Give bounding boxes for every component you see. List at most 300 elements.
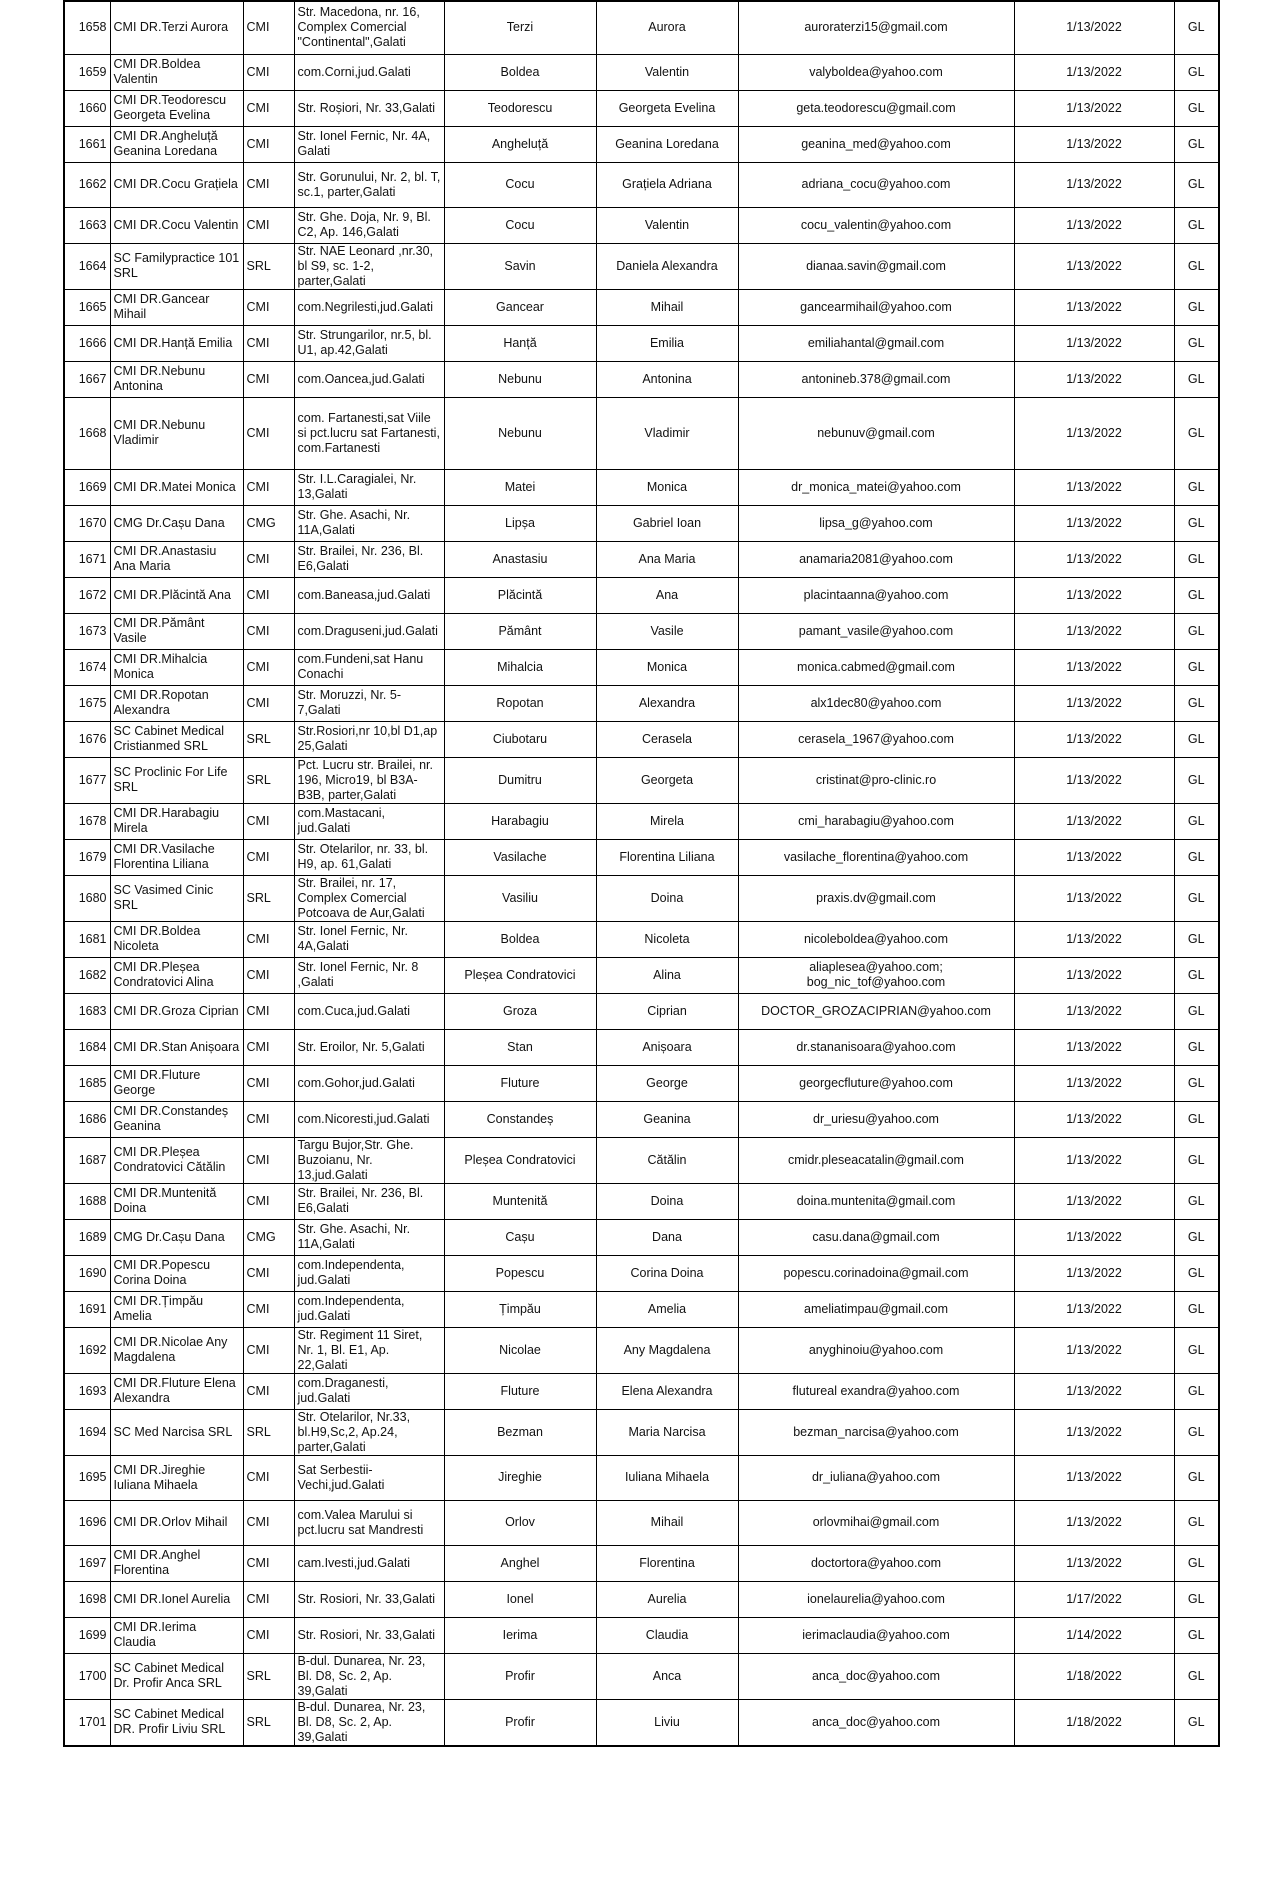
table-row	[64, 577, 1219, 613]
provider-name-cell: CMI DR.Popescu Corina Doina	[110, 1255, 243, 1291]
date-cell: 1/13/2022	[1014, 469, 1174, 505]
email-cell: geanina_med@yahoo.com	[738, 126, 1014, 162]
provider-name-cell: CMI DR.Pământ Vasile	[110, 613, 243, 649]
email-cell: alx1dec80@yahoo.com	[738, 685, 1014, 721]
first-name-cell: Dana	[596, 1219, 738, 1255]
table-row	[64, 1455, 1219, 1500]
first-name-cell: Valentin	[596, 54, 738, 90]
date-cell: 1/13/2022	[1014, 993, 1174, 1029]
date-cell: 1/13/2022	[1014, 839, 1174, 875]
provider-type-cell: CMI	[243, 1327, 294, 1373]
email-cell: dr_monica_matei@yahoo.com	[738, 469, 1014, 505]
row-number-cell: 1680	[64, 875, 110, 921]
email-cell: anyghinoiu@yahoo.com	[738, 1327, 1014, 1373]
address-cell: Str. Strungarilor, nr.5, bl. U1, ap.42,Galati	[294, 325, 444, 361]
row-number-cell: 1660	[64, 90, 110, 126]
email-cell: auroraterzi15@gmail.com	[738, 1, 1014, 54]
county-code-cell: GL	[1174, 54, 1219, 90]
provider-name-cell: CMI DR.Stan Anișoara	[110, 1029, 243, 1065]
date-cell: 1/13/2022	[1014, 957, 1174, 993]
county-code-cell: GL	[1174, 757, 1219, 803]
last-name-cell: Vasilache	[444, 839, 596, 875]
provider-type-cell: SRL	[243, 721, 294, 757]
provider-name-cell: SC Proclinic For Life SRL	[110, 757, 243, 803]
provider-type-cell: CMI	[243, 162, 294, 207]
address-cell: Str. Brailei, Nr. 236, Bl. E6,Galati	[294, 1183, 444, 1219]
provider-type-cell: CMI	[243, 649, 294, 685]
address-cell: com.Valea Marului si pct.lucru sat Mandresti	[294, 1500, 444, 1545]
row-number-cell: 1667	[64, 361, 110, 397]
email-cell: orlovmihai@gmail.com	[738, 1500, 1014, 1545]
provider-type-cell: CMI	[243, 126, 294, 162]
address-cell: com.Nicoresti,jud.Galati	[294, 1101, 444, 1137]
email-cell: emiliahantal@gmail.com	[738, 325, 1014, 361]
email-cell: vasilache_florentina@yahoo.com	[738, 839, 1014, 875]
provider-name-cell: CMI DR.Orlov Mihail	[110, 1500, 243, 1545]
provider-name-cell: CMI DR.Ierima Claudia	[110, 1617, 243, 1653]
table-row	[64, 1581, 1219, 1617]
last-name-cell: Dumitru	[444, 757, 596, 803]
date-cell: 1/13/2022	[1014, 243, 1174, 289]
first-name-cell: Vladimir	[596, 397, 738, 469]
email-cell: cerasela_1967@yahoo.com	[738, 721, 1014, 757]
provider-name-cell: CMI DR.Harabagiu Mirela	[110, 803, 243, 839]
row-number-cell: 1690	[64, 1255, 110, 1291]
first-name-cell: Monica	[596, 649, 738, 685]
row-number-cell: 1673	[64, 613, 110, 649]
date-cell: 1/13/2022	[1014, 361, 1174, 397]
provider-name-cell: CMI DR.Ropotan Alexandra	[110, 685, 243, 721]
last-name-cell: Cocu	[444, 207, 596, 243]
date-cell: 1/13/2022	[1014, 1101, 1174, 1137]
provider-name-cell: SC Cabinet Medical Cristianmed SRL	[110, 721, 243, 757]
email-cell: monica.cabmed@gmail.com	[738, 649, 1014, 685]
address-cell: Str. I.L.Caragialei, Nr. 13,Galati	[294, 469, 444, 505]
date-cell: 1/13/2022	[1014, 1373, 1174, 1409]
county-code-cell: GL	[1174, 875, 1219, 921]
date-cell: 1/13/2022	[1014, 685, 1174, 721]
first-name-cell: Claudia	[596, 1617, 738, 1653]
provider-type-cell: CMG	[243, 505, 294, 541]
row-number-cell: 1672	[64, 577, 110, 613]
address-cell: Str. Ghe. Doja, Nr. 9, Bl. C2, Ap. 146,Galati	[294, 207, 444, 243]
address-cell: Str. Otelarilor, Nr.33, bl.H9,Sc,2, Ap.24, parter,Galati	[294, 1409, 444, 1455]
table-row	[64, 162, 1219, 207]
provider-name-cell: CMI DR.Hanță Emilia	[110, 325, 243, 361]
row-number-cell: 1698	[64, 1581, 110, 1617]
provider-type-cell: CMI	[243, 993, 294, 1029]
last-name-cell: Jireghie	[444, 1455, 596, 1500]
provider-name-cell: CMI DR.Nicolae Any Magdalena	[110, 1327, 243, 1373]
first-name-cell: Aurelia	[596, 1581, 738, 1617]
address-cell: Str. NAE Leonard ,nr.30, bl S9, sc. 1-2, parter,Galati	[294, 243, 444, 289]
last-name-cell: Cașu	[444, 1219, 596, 1255]
address-cell: com.Independenta, jud.Galati	[294, 1291, 444, 1327]
date-cell: 1/13/2022	[1014, 921, 1174, 957]
county-code-cell: GL	[1174, 957, 1219, 993]
first-name-cell: Ana	[596, 577, 738, 613]
last-name-cell: Ierima	[444, 1617, 596, 1653]
first-name-cell: Cătălin	[596, 1137, 738, 1183]
date-cell: 1/17/2022	[1014, 1581, 1174, 1617]
provider-name-cell: CMI DR.Cocu Grațiela	[110, 162, 243, 207]
provider-name-cell: CMI DR.Mihalcia Monica	[110, 649, 243, 685]
provider-name-cell: CMI DR.Muntenită Doina	[110, 1183, 243, 1219]
email-cell: praxis.dv@gmail.com	[738, 875, 1014, 921]
provider-type-cell: CMI	[243, 803, 294, 839]
county-code-cell: GL	[1174, 721, 1219, 757]
address-cell: Str. Ghe. Asachi, Nr. 11A,Galati	[294, 1219, 444, 1255]
provider-name-cell: CMG Dr.Cașu Dana	[110, 1219, 243, 1255]
email-cell: anamaria2081@yahoo.com	[738, 541, 1014, 577]
row-number-cell: 1695	[64, 1455, 110, 1500]
county-code-cell: GL	[1174, 541, 1219, 577]
address-cell: com.Cuca,jud.Galati	[294, 993, 444, 1029]
provider-name-cell: CMI DR.Jireghie Iuliana Mihaela	[110, 1455, 243, 1500]
table-row	[64, 325, 1219, 361]
first-name-cell: Alexandra	[596, 685, 738, 721]
last-name-cell: Cocu	[444, 162, 596, 207]
date-cell: 1/13/2022	[1014, 1137, 1174, 1183]
table-row	[64, 469, 1219, 505]
last-name-cell: Plăcintă	[444, 577, 596, 613]
row-number-cell: 1696	[64, 1500, 110, 1545]
email-cell: pamant_vasile@yahoo.com	[738, 613, 1014, 649]
first-name-cell: Corina Doina	[596, 1255, 738, 1291]
provider-type-cell: CMI	[243, 90, 294, 126]
first-name-cell: Anișoara	[596, 1029, 738, 1065]
row-number-cell: 1679	[64, 839, 110, 875]
last-name-cell: Fluture	[444, 1065, 596, 1101]
provider-name-cell: CMI DR.Nebunu Antonina	[110, 361, 243, 397]
row-number-cell: 1670	[64, 505, 110, 541]
email-cell: doina.muntenita@gmail.com	[738, 1183, 1014, 1219]
row-number-cell: 1683	[64, 993, 110, 1029]
row-number-cell: 1671	[64, 541, 110, 577]
county-code-cell: GL	[1174, 90, 1219, 126]
last-name-cell: Orlov	[444, 1500, 596, 1545]
date-cell: 1/13/2022	[1014, 1291, 1174, 1327]
provider-type-cell: CMI	[243, 289, 294, 325]
table-row	[64, 1327, 1219, 1373]
address-cell: Str. Moruzzi, Nr. 5-7,Galati	[294, 685, 444, 721]
county-code-cell: GL	[1174, 921, 1219, 957]
first-name-cell: Monica	[596, 469, 738, 505]
provider-name-cell: CMI DR.Matei Monica	[110, 469, 243, 505]
last-name-cell: Boldea	[444, 54, 596, 90]
date-cell: 1/18/2022	[1014, 1699, 1174, 1746]
provider-type-cell: CMI	[243, 1183, 294, 1219]
date-cell: 1/13/2022	[1014, 1183, 1174, 1219]
date-cell: 1/13/2022	[1014, 90, 1174, 126]
address-cell: Str. Rosiori, Nr. 33,Galati	[294, 1581, 444, 1617]
last-name-cell: Fluture	[444, 1373, 596, 1409]
county-code-cell: GL	[1174, 839, 1219, 875]
row-number-cell: 1697	[64, 1545, 110, 1581]
email-cell: bezman_narcisa@yahoo.com	[738, 1409, 1014, 1455]
row-number-cell: 1686	[64, 1101, 110, 1137]
last-name-cell: Matei	[444, 469, 596, 505]
email-cell: cristinat@pro-clinic.ro	[738, 757, 1014, 803]
first-name-cell: Nicoleta	[596, 921, 738, 957]
last-name-cell: Nicolae	[444, 1327, 596, 1373]
last-name-cell: Teodorescu	[444, 90, 596, 126]
provider-name-cell: CMI DR.Vasilache Florentina Liliana	[110, 839, 243, 875]
provider-name-cell: CMI DR.Țimpău Amelia	[110, 1291, 243, 1327]
county-code-cell: GL	[1174, 243, 1219, 289]
email-cell: lipsa_g@yahoo.com	[738, 505, 1014, 541]
date-cell: 1/13/2022	[1014, 721, 1174, 757]
table-row	[64, 1137, 1219, 1183]
address-cell: com.Fundeni,sat Hanu Conachi	[294, 649, 444, 685]
date-cell: 1/13/2022	[1014, 649, 1174, 685]
last-name-cell: Gancear	[444, 289, 596, 325]
first-name-cell: Florentina Liliana	[596, 839, 738, 875]
table-row	[64, 803, 1219, 839]
last-name-cell: Savin	[444, 243, 596, 289]
first-name-cell: Maria Narcisa	[596, 1409, 738, 1455]
first-name-cell: Ciprian	[596, 993, 738, 1029]
row-number-cell: 1665	[64, 289, 110, 325]
date-cell: 1/13/2022	[1014, 289, 1174, 325]
row-number-cell: 1693	[64, 1373, 110, 1409]
date-cell: 1/13/2022	[1014, 613, 1174, 649]
first-name-cell: Aurora	[596, 1, 738, 54]
row-number-cell: 1692	[64, 1327, 110, 1373]
first-name-cell: Georgeta	[596, 757, 738, 803]
email-cell: geta.teodorescu@gmail.com	[738, 90, 1014, 126]
table-row	[64, 1699, 1219, 1746]
registry-table	[63, 0, 1220, 1747]
last-name-cell: Constandeș	[444, 1101, 596, 1137]
provider-name-cell: SC Cabinet Medical DR. Profir Liviu SRL	[110, 1699, 243, 1746]
county-code-cell: GL	[1174, 1219, 1219, 1255]
last-name-cell: Profir	[444, 1699, 596, 1746]
address-cell: com.Negrilesti,jud.Galati	[294, 289, 444, 325]
provider-name-cell: CMI DR.Ionel Aurelia	[110, 1581, 243, 1617]
address-cell: Str. Rosiori, Nr. 33,Galati	[294, 1617, 444, 1653]
table-row	[64, 649, 1219, 685]
first-name-cell: George	[596, 1065, 738, 1101]
provider-type-cell: CMI	[243, 1137, 294, 1183]
row-number-cell: 1678	[64, 803, 110, 839]
first-name-cell: Liviu	[596, 1699, 738, 1746]
provider-type-cell: CMI	[243, 54, 294, 90]
date-cell: 1/13/2022	[1014, 1065, 1174, 1101]
email-cell: valyboldea@yahoo.com	[738, 54, 1014, 90]
table-row	[64, 1219, 1219, 1255]
first-name-cell: Anca	[596, 1653, 738, 1699]
provider-type-cell: CMI	[243, 921, 294, 957]
provider-type-cell: CMG	[243, 1219, 294, 1255]
table-row	[64, 289, 1219, 325]
date-cell: 1/13/2022	[1014, 757, 1174, 803]
address-cell: com.Mastacani, jud.Galati	[294, 803, 444, 839]
row-number-cell: 1674	[64, 649, 110, 685]
provider-type-cell: SRL	[243, 875, 294, 921]
provider-name-cell: CMI DR.Nebunu Vladimir	[110, 397, 243, 469]
table-row	[64, 957, 1219, 993]
provider-name-cell: CMI DR.Fluture Elena Alexandra	[110, 1373, 243, 1409]
last-name-cell: Nebunu	[444, 397, 596, 469]
provider-type-cell: CMI	[243, 397, 294, 469]
county-code-cell: GL	[1174, 1581, 1219, 1617]
address-cell: Str. Brailei, Nr. 236, Bl. E6,Galati	[294, 541, 444, 577]
email-cell: casu.dana@gmail.com	[738, 1219, 1014, 1255]
first-name-cell: Mihail	[596, 289, 738, 325]
table-row	[64, 90, 1219, 126]
address-cell: com.Corni,jud.Galati	[294, 54, 444, 90]
county-code-cell: GL	[1174, 1101, 1219, 1137]
email-cell: ionelaurelia@yahoo.com	[738, 1581, 1014, 1617]
county-code-cell: GL	[1174, 1029, 1219, 1065]
county-code-cell: GL	[1174, 126, 1219, 162]
table-row	[64, 361, 1219, 397]
county-code-cell: GL	[1174, 505, 1219, 541]
date-cell: 1/13/2022	[1014, 1327, 1174, 1373]
row-number-cell: 1691	[64, 1291, 110, 1327]
table-row	[64, 1101, 1219, 1137]
first-name-cell: Mirela	[596, 803, 738, 839]
row-number-cell: 1681	[64, 921, 110, 957]
row-number-cell: 1684	[64, 1029, 110, 1065]
email-cell: dr_uriesu@yahoo.com	[738, 1101, 1014, 1137]
last-name-cell: Groza	[444, 993, 596, 1029]
provider-name-cell: CMI DR.Terzi Aurora	[110, 1, 243, 54]
address-cell: com.Gohor,jud.Galati	[294, 1065, 444, 1101]
first-name-cell: Grațiela Adriana	[596, 162, 738, 207]
last-name-cell: Vasiliu	[444, 875, 596, 921]
first-name-cell: Doina	[596, 875, 738, 921]
row-number-cell: 1699	[64, 1617, 110, 1653]
address-cell: Str. Ionel Fernic, Nr. 8 ,Galati	[294, 957, 444, 993]
provider-name-cell: SC Med Narcisa SRL	[110, 1409, 243, 1455]
first-name-cell: Mihail	[596, 1500, 738, 1545]
table-row	[64, 1545, 1219, 1581]
last-name-cell: Hanță	[444, 325, 596, 361]
last-name-cell: Ropotan	[444, 685, 596, 721]
provider-type-cell: CMI	[243, 1, 294, 54]
table-row	[64, 1373, 1219, 1409]
table-row	[64, 613, 1219, 649]
last-name-cell: Mihalcia	[444, 649, 596, 685]
email-cell: popescu.corinadoina@gmail.com	[738, 1255, 1014, 1291]
address-cell: Str. Eroilor, Nr. 5,Galati	[294, 1029, 444, 1065]
email-cell: ierimaclaudia@yahoo.com	[738, 1617, 1014, 1653]
date-cell: 1/13/2022	[1014, 325, 1174, 361]
row-number-cell: 1701	[64, 1699, 110, 1746]
county-code-cell: GL	[1174, 685, 1219, 721]
row-number-cell: 1677	[64, 757, 110, 803]
first-name-cell: Emilia	[596, 325, 738, 361]
county-code-cell: GL	[1174, 649, 1219, 685]
county-code-cell: GL	[1174, 1455, 1219, 1500]
provider-type-cell: CMI	[243, 1455, 294, 1500]
last-name-cell: Lipșa	[444, 505, 596, 541]
email-cell: dr.stananisoara@yahoo.com	[738, 1029, 1014, 1065]
provider-name-cell: CMI DR.Angheluță Geanina Loredana	[110, 126, 243, 162]
provider-name-cell: CMI DR.Gancear Mihail	[110, 289, 243, 325]
email-cell: anca_doc@yahoo.com	[738, 1653, 1014, 1699]
provider-type-cell: SRL	[243, 1699, 294, 1746]
last-name-cell: Boldea	[444, 921, 596, 957]
county-code-cell: GL	[1174, 1, 1219, 54]
address-cell: Str. Brailei, nr. 17, Complex Comercial Potcoava de Aur,Galati	[294, 875, 444, 921]
provider-name-cell: CMI DR.Boldea Nicoleta	[110, 921, 243, 957]
first-name-cell: Georgeta Evelina	[596, 90, 738, 126]
provider-type-cell: CMI	[243, 1291, 294, 1327]
date-cell: 1/13/2022	[1014, 505, 1174, 541]
row-number-cell: 1662	[64, 162, 110, 207]
last-name-cell: Ciubotaru	[444, 721, 596, 757]
provider-type-cell: CMI	[243, 1545, 294, 1581]
last-name-cell: Harabagiu	[444, 803, 596, 839]
date-cell: 1/13/2022	[1014, 126, 1174, 162]
address-cell: B-dul. Dunarea, Nr. 23, Bl. D8, Sc. 2, Ap. 39,Galati	[294, 1699, 444, 1746]
table-row	[64, 921, 1219, 957]
table-row	[64, 721, 1219, 757]
last-name-cell: Anastasiu	[444, 541, 596, 577]
date-cell: 1/14/2022	[1014, 1617, 1174, 1653]
address-cell: com.Independenta, jud.Galati	[294, 1255, 444, 1291]
table-row	[64, 207, 1219, 243]
table-row	[64, 1500, 1219, 1545]
provider-type-cell: CMI	[243, 1101, 294, 1137]
last-name-cell: Bezman	[444, 1409, 596, 1455]
county-code-cell: GL	[1174, 1183, 1219, 1219]
email-cell: anca_doc@yahoo.com	[738, 1699, 1014, 1746]
email-cell: flutureal exandra@yahoo.com	[738, 1373, 1014, 1409]
table-row	[64, 397, 1219, 469]
table-row	[64, 875, 1219, 921]
date-cell: 1/18/2022	[1014, 1653, 1174, 1699]
row-number-cell: 1661	[64, 126, 110, 162]
date-cell: 1/13/2022	[1014, 397, 1174, 469]
date-cell: 1/13/2022	[1014, 207, 1174, 243]
provider-name-cell: SC Cabinet Medical Dr. Profir Anca SRL	[110, 1653, 243, 1699]
last-name-cell: Țimpău	[444, 1291, 596, 1327]
county-code-cell: GL	[1174, 803, 1219, 839]
address-cell: com. Fartanesti,sat Viile si pct.lucru sat Fartanesti, com.Fartanesti	[294, 397, 444, 469]
table-row	[64, 1065, 1219, 1101]
county-code-cell: GL	[1174, 1291, 1219, 1327]
table-row	[64, 505, 1219, 541]
row-number-cell: 1666	[64, 325, 110, 361]
address-cell: Str. Roșiori, Nr. 33,Galati	[294, 90, 444, 126]
row-number-cell: 1664	[64, 243, 110, 289]
county-code-cell: GL	[1174, 289, 1219, 325]
table-row	[64, 1653, 1219, 1699]
table-row	[64, 1291, 1219, 1327]
provider-type-cell: CMI	[243, 1255, 294, 1291]
email-cell: dr_iuliana@yahoo.com	[738, 1455, 1014, 1500]
provider-type-cell: CMI	[243, 1029, 294, 1065]
date-cell: 1/13/2022	[1014, 803, 1174, 839]
county-code-cell: GL	[1174, 1065, 1219, 1101]
first-name-cell: Amelia	[596, 1291, 738, 1327]
provider-name-cell: CMI DR.Plăcintă Ana	[110, 577, 243, 613]
provider-name-cell: CMI DR.Fluture George	[110, 1065, 243, 1101]
first-name-cell: Cerasela	[596, 721, 738, 757]
address-cell: Sat Serbestii-Vechi,jud.Galati	[294, 1455, 444, 1500]
first-name-cell: Elena Alexandra	[596, 1373, 738, 1409]
email-cell: aliaplesea@yahoo.com; bog_nic_tof@yahoo.com	[738, 957, 1014, 993]
table-row	[64, 1029, 1219, 1065]
date-cell: 1/13/2022	[1014, 577, 1174, 613]
county-code-cell: GL	[1174, 1500, 1219, 1545]
email-cell: antonineb.378@gmail.com	[738, 361, 1014, 397]
row-number-cell: 1658	[64, 1, 110, 54]
